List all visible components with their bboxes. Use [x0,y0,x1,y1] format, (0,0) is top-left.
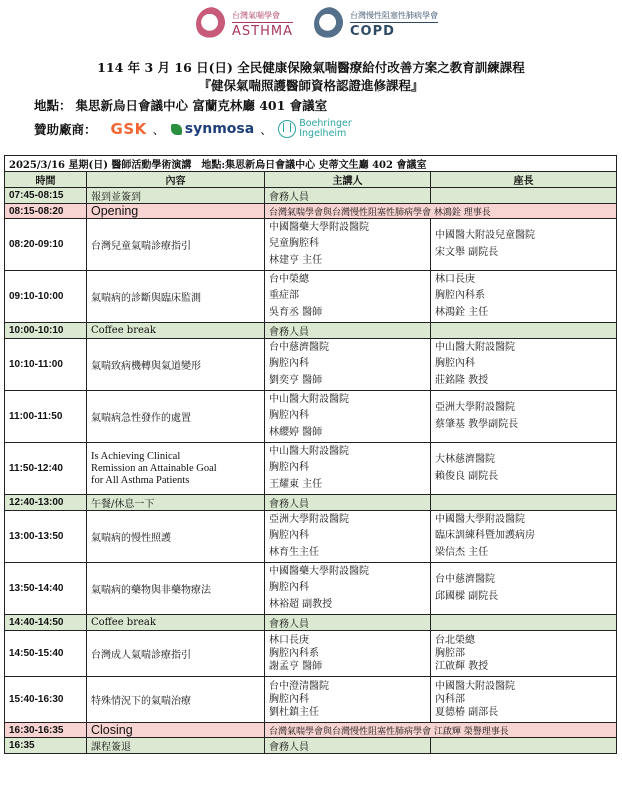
session-content: Opening [87,204,265,219]
chair-name: 夏德椿 副部長 [435,707,499,718]
session-content: 課程簽退 [87,738,265,754]
session-speaker: 會務人員 [265,323,431,339]
bi-logo-line2: Ingelheim [299,128,347,139]
session-time: 10:00-10:10 [5,323,87,339]
venue-label: 地點： [34,98,72,113]
session-chair [431,631,617,677]
lungs-icon [314,7,348,41]
chair-department: 胸腔內科 [435,358,475,370]
session-title-line: for All Asthma Patients [91,474,190,486]
session-time: 14:40-14:50 [5,615,87,631]
copd-society-logo [314,4,438,44]
session-speaker [265,631,431,677]
session-time: 09:10-10:00 [5,271,87,323]
table-row [5,631,617,677]
session-speaker: 會務人員 [265,615,431,631]
session-time: 12:40-13:00 [5,495,87,511]
session-speaker [265,511,431,563]
session-content: 台灣成人氣喘診療指引 [87,631,265,677]
session-chair [431,495,617,511]
chair-name: 江啟輝 教授 [435,661,489,672]
speaker-hospital: 中山醫大附設醫院 [269,445,349,457]
lungs-icon [196,7,230,41]
sponsor-separator: 、 [260,122,273,137]
course-title: 114 年 3 月 16 日(日) 全民健康保險氣喘醫療給付改善方案之教育訓練課程 [97,60,525,75]
table-row [5,339,617,391]
table-row [5,271,617,323]
speaker-name: 林裕超 副教授 [269,598,333,610]
speaker-name: 吳育丞 醫師 [269,306,323,318]
synmosa-leaf-icon [171,124,182,135]
session-title-line: Remission an Attainable Goal [91,462,217,474]
chair-name: 宋文舉 副院長 [435,246,499,258]
session-title-line: Is Achieving Clinical [91,450,181,462]
session-time: 13:50-14:40 [5,563,87,615]
asthma-society-logo [196,4,304,44]
session-speaker [265,339,431,391]
sponsors-line [34,117,352,141]
speaker-name: 王耀東 主任 [269,478,323,490]
header-speaker: 主講人 [265,172,431,188]
venue-line [34,96,331,114]
boehringer-ingelheim-logo [278,119,352,139]
session-content: Closing [87,723,265,738]
chair-name: 莊銘隆 教授 [435,374,489,386]
session-speaker: 會務人員 [265,738,431,754]
speaker-department: 重症部 [269,290,299,302]
speaker-department: 兒童胸腔科 [269,238,319,250]
session-chair [431,339,617,391]
speaker-hospital: 中國醫藥大學附設醫院 [269,221,369,233]
chair-name: 蔡肇基 教學副院長 [435,418,519,430]
table-row [5,188,617,204]
chair-hospital: 亞洲大學附設醫院 [435,402,515,413]
session-speaker: 會務人員 [265,495,431,511]
venue-value: 集思新烏日會議中心 富蘭克林廳 401 會議室 [75,98,328,113]
boehringer-building-icon [278,120,296,138]
header-chair: 座長 [431,172,617,188]
chair-hospital: 中國醫大學附設醫院 [435,513,525,525]
chair-name: 梁信杰 主任 [435,546,489,558]
session-chair [431,271,617,323]
sponsor-separator: 、 [152,122,165,137]
table-row [5,391,617,443]
speaker-hospital: 中國醫藥大學附設醫院 [269,565,369,577]
table-row [5,323,617,339]
header-time: 時間 [5,172,87,188]
speaker-name: 林建亨 主任 [269,254,323,266]
course-subtitle: 『健保氣喘照護醫師資格認證進修課程』 [198,78,424,93]
speaker-name: 劉奕亨 醫師 [269,374,323,386]
chair-name: 林鴻銓 主任 [435,306,489,318]
sponsors-label: 贊助廠商： [34,122,97,137]
session-speaker [265,391,431,443]
session-speaker: 會務人員 [265,188,431,204]
table-header-row [5,172,617,188]
speaker-department: 胸腔內科 [269,530,309,542]
gsk-logo: GSK [110,120,147,138]
bi-logo-line1: Boehringer [299,118,352,129]
asthma-logo-en: ASTHMA [232,23,293,39]
chair-department: 胸腔內科系 [435,290,485,302]
asthma-logo-cn: 台灣氣喘學會 [232,10,280,20]
session-chair [431,188,617,204]
chair-department: 胸腔部 [435,648,465,659]
session-chair [431,563,617,615]
speaker-department: 胸腔內科 [269,694,309,705]
chair-hospital: 台北榮總 [435,635,475,646]
session-host: 台灣氣喘學會與台灣慢性阻塞性肺病學會 林鴻銓 理事長 [265,204,617,219]
chair-hospital: 中國醫大附設兒童醫院 [435,230,535,241]
session-content: 特殊情況下的氣喘治療 [87,677,265,723]
session-chair [431,219,617,271]
speaker-hospital: 台中榮總 [269,273,309,285]
session-content [87,443,265,495]
synmosa-logo [171,121,254,137]
session-content: 報到並簽到 [87,188,265,204]
chair-department: 內科部 [435,694,465,705]
chair-hospital: 林口長庚 [435,273,475,285]
session-time: 08:20-09:10 [5,219,87,271]
session-content: 氣喘病的藥物與非藥物療法 [87,563,265,615]
speaker-name: 謝孟亨 醫師 [269,661,323,672]
table-row [5,495,617,511]
speaker-department: 胸腔內科系 [269,648,319,659]
session-time: 15:40-16:30 [5,677,87,723]
copd-logo-en: COPD [350,22,438,39]
speaker-hospital: 林口長庚 [269,635,309,646]
schedule-banner: 2025/3/16 星期(日) 醫師活動學術演講 地點:集思新烏日會議中心 史蒂文生廳 402 會議室 [5,156,617,172]
table-row [5,443,617,495]
speaker-hospital: 中山醫大附設醫院 [269,393,349,405]
table-row [5,723,617,738]
speaker-department: 胸腔內科 [269,462,309,474]
session-content: 台灣兒童氣喘診療指引 [87,219,265,271]
session-time: 13:00-13:50 [5,511,87,563]
table-row [5,511,617,563]
session-chair [431,738,617,754]
session-speaker [265,219,431,271]
table-row [5,204,617,219]
session-time: 14:50-15:40 [5,631,87,677]
session-chair [431,677,617,723]
speaker-name: 林育生主任 [269,546,319,558]
session-speaker [265,271,431,323]
chair-name: 邱國樑 副院長 [435,590,499,602]
session-content: 氣喘病急性發作的處置 [87,391,265,443]
chair-hospital: 中山醫大附設醫院 [435,341,515,353]
speaker-hospital: 台中慈濟醫院 [269,341,329,353]
chair-hospital: 大林慈濟醫院 [435,454,495,465]
synmosa-logo-text: synmosa [184,121,255,137]
session-time: 08:15-08:20 [5,204,87,219]
session-chair [431,615,617,631]
chair-hospital: 台中慈濟醫院 [435,574,495,585]
session-chair [431,391,617,443]
session-time: 10:10-11:00 [5,339,87,391]
session-chair [431,443,617,495]
copd-logo-cn: 台灣慢性阻塞性肺病學會 [350,10,438,20]
table-row [5,615,617,631]
schedule-banner-row [5,156,617,172]
session-content: 氣喘病的診斷與臨床監測 [87,271,265,323]
session-speaker [265,677,431,723]
speaker-name: 劉杜鎮主任 [269,707,319,718]
session-time: 11:00-11:50 [5,391,87,443]
table-row [5,677,617,723]
session-time: 16:35 [5,738,87,754]
speaker-department: 胸腔內科 [269,410,309,422]
session-speaker [265,443,431,495]
speaker-name: 林纓婷 醫師 [269,426,323,438]
speaker-hospital: 台中澄清醫院 [269,681,329,692]
chair-department: 臨床訓練科暨加護病房 [435,530,535,542]
schedule-table [4,155,617,754]
session-content: 氣喘致病機轉與氣道變形 [87,339,265,391]
session-time: 11:50-12:40 [5,443,87,495]
speaker-hospital: 亞洲大學附設醫院 [269,513,349,525]
table-row [5,219,617,271]
speaker-department: 胸腔內科 [269,358,309,370]
session-chair [431,323,617,339]
session-host: 台灣氣喘學會與台灣慢性阻塞性肺病學會 江啟輝 榮譽理事長 [265,723,617,738]
session-time: 07:45-08:15 [5,188,87,204]
session-content: 氣喘病的慢性照護 [87,511,265,563]
chair-name: 賴俊良 副院長 [435,470,499,482]
session-chair [431,511,617,563]
session-content: Coffee break [87,323,265,339]
session-content: 午餐/休息一下 [87,495,265,511]
session-time: 16:30-16:35 [5,723,87,738]
session-speaker [265,563,431,615]
table-row [5,563,617,615]
chair-hospital: 中國醫大附設醫院 [435,681,515,692]
header-content: 內容 [87,172,265,188]
session-content: Coffee break [87,615,265,631]
speaker-department: 胸腔內科 [269,582,309,594]
table-row [5,738,617,754]
